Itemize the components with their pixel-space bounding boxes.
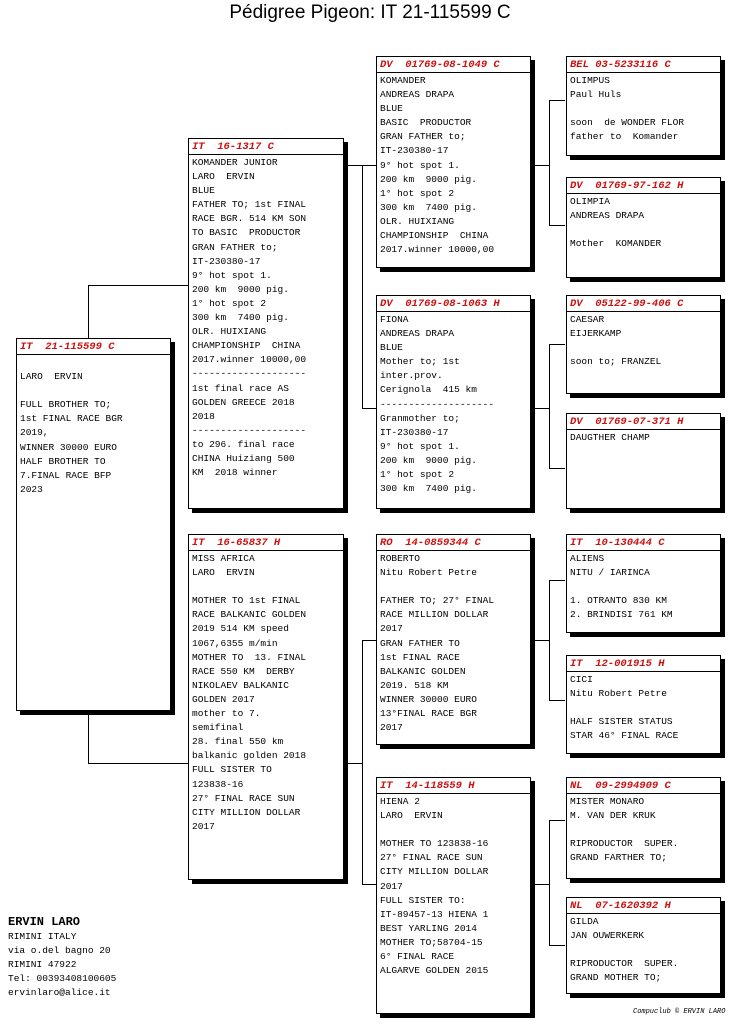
ring-number: BEL 03-5233116 C (570, 59, 671, 71)
divider (189, 550, 343, 551)
subject-box[interactable] (16, 338, 171, 711)
connector-line (88, 285, 89, 340)
great-grandparent-box[interactable] (566, 777, 721, 879)
connector-line (88, 713, 89, 763)
ring-number: NL 07-1620392 H (570, 900, 671, 912)
breeder-street: via o.del bagno 20 (8, 945, 111, 956)
great-grandparent-box[interactable] (566, 655, 721, 754)
pigeon-details: OLIMPUS Paul Huls soon de WONDER FLOR father to Komander (570, 75, 685, 143)
paternal-grandfather-box[interactable] (376, 56, 531, 268)
ring-number: IT 21-115599 C (20, 341, 115, 353)
connector-line (549, 945, 565, 946)
great-grandparent-box[interactable] (566, 295, 721, 394)
ring-number: IT 16-1317 C (192, 141, 274, 153)
divider (567, 913, 720, 914)
connector-line (362, 640, 376, 641)
pigeon-details: CICI Nitu Robert Petre HALF SISTER STATUS STAR 46° FINAL RACE (570, 674, 679, 742)
divider (567, 550, 720, 551)
connector-line (549, 700, 565, 701)
ring-number: RO 14-0859344 C (380, 537, 481, 549)
connector-line (88, 763, 188, 764)
pigeon-details: FIONA ANDREAS DRAPA BLUE Mother to; 1st inter.prov. Cerignola 415 km -------------------- Granmother to; IT-230380-17 9° hot spot 1. 200 km 9000 pig. 1° hot spot 2 300 km 7400 pig. (380, 314, 495, 495)
connector-line (362, 165, 363, 409)
pigeon-details: MISTER MONARO M. VAN DER KRUK RIPRODUCTOR SUPER. GRAND FARTHER TO; (570, 796, 679, 864)
connector-line (549, 820, 565, 821)
connector-line (362, 640, 363, 884)
connector-line (549, 100, 550, 226)
breeder-email[interactable]: ervinlaro@alice.it (8, 987, 111, 998)
breeder-info (8, 914, 116, 1000)
breeder-phone: Tel: 00393408100605 (8, 973, 117, 984)
pigeon-details: MISS AFRICA LARO ERVIN MOTHER TO 1st FINAL RACE BALKANIC GOLDEN 2019 514 KM speed 1067,6355 m/min MOTHER TO 13. FINAL RACE 550 KM DERBY NIKOLAEV BALKANIC GOLDEN 2017 mother to 7. semifinal 28. final 550 km balkanic golden 2018 FULL SISTER TO 123838-16 27° FINAL RACE SUN CITY MILLION DOLLAR 2017 (192, 553, 307, 832)
divider (567, 193, 720, 194)
connector-line (533, 884, 549, 885)
pigeon-details: KOMANDER JUNIOR LARO ERVIN BLUE FATHER TO; 1st FINAL RACE BGR. 514 KM SON TO BASIC PRODUCTOR GRAN FATHER to; IT-230380-17 9° hot spot 1. 200 km 9000 pig. 1° hot spot 2 300 km 7400 pig. OLR. HUIXIANG CHAMPIONSHIP CHINA 2017.winner 10000,00 -------------------- 1st final race AS GOLDEN GREECE 2018 2018 -------------------- to 296. final race CHINA Huiziang 500 KM 2018 winner (192, 157, 307, 479)
pigeon-details: HIENA 2 LARO ERVIN MOTHER TO 123838-16 27° FINAL RACE SUN CITY MILLION DOLLAR 2017 FULL SISTER TO: IT-89457-13 HIENA 1 BEST YARLING 2014 MOTHER TO;58704-15 6° FINAL RACE ALGARVE GOLDEN 2015 (380, 796, 489, 977)
divider (377, 793, 530, 794)
divider (567, 793, 720, 794)
pigeon-details: ROBERTO Nitu Robert Petre FATHER TO; 27° FINAL RACE MILLION DOLLAR 2017 GRAN FATHER TO 1st FINAL RACE BALKANIC GOLDEN 2019. 518 KM WINNER 30000 EURO 13°FINAL RACE BGR 2017 (380, 553, 495, 734)
pigeon-details: CAESAR EIJERKAMP soon to; FRANZEL (570, 314, 662, 368)
pigeon-details: LARO ERVIN FULL BROTHER TO; 1st FINAL RACE BGR 2019, WINNER 30000 EURO HALF BROTHER TO 7.FINAL RACE BFP 2023 (20, 371, 123, 495)
connector-line (549, 344, 550, 469)
ring-number: NL 09-2994909 C (570, 780, 671, 792)
ring-number: DV 05122-99-406 C (570, 298, 684, 310)
divider (377, 72, 530, 73)
breeder-city: RIMINI ITALY (8, 931, 77, 942)
divider (377, 550, 530, 551)
connector-line (533, 165, 549, 166)
connector-line (533, 640, 549, 641)
connector-line (362, 884, 376, 885)
ring-number: DV 01769-08-1063 H (380, 298, 500, 310)
paternal-grandmother-box[interactable] (376, 295, 531, 509)
pigeon-details: GILDA JAN OUWERKERK RIPRODUCTOR SUPER. GRAND MOTHER TO; (570, 916, 679, 984)
great-grandparent-box[interactable] (566, 534, 721, 633)
divider (377, 311, 530, 312)
connector-line (346, 165, 362, 166)
connector-line (88, 285, 188, 286)
mother-box[interactable] (188, 534, 344, 880)
connector-line (549, 344, 565, 345)
connector-line (549, 580, 565, 581)
divider (567, 311, 720, 312)
connector-line (549, 468, 565, 469)
ring-number: DV 01769-08-1049 C (380, 59, 500, 71)
divider (567, 429, 720, 430)
pigeon-details: OLIMPIA ANDREAS DRAPA Mother KOMANDER (570, 196, 662, 250)
pigeon-details: KOMANDER ANDREAS DRAPA BLUE BASIC PRODUCTOR GRAN FATHER to; IT-230380-17 9° hot spot 1. 200 km 9000 pig. 1° hot spot 2 300 km 7400 pig. OLR. HUIXIANG CHAMPIONSHIP CHINA 2017.winner 10000,00 (380, 75, 495, 256)
ring-number: IT 16-65837 H (192, 537, 281, 549)
connector-line (549, 580, 550, 701)
software-credit: Compuclub © ERVIN LARO (633, 1008, 726, 1016)
maternal-grandfather-box[interactable] (376, 534, 531, 745)
breeder-name: ERVIN LARO (8, 915, 81, 929)
ring-number: DV 01769-07-371 H (570, 416, 684, 428)
great-grandparent-box[interactable] (566, 413, 721, 509)
page-title: Pédigree Pigeon: IT 21-115599 C (229, 2, 511, 23)
divider (567, 72, 720, 73)
divider (189, 154, 343, 155)
connector-line (346, 763, 362, 764)
connector-line (362, 165, 376, 166)
great-grandparent-box[interactable] (566, 56, 721, 156)
great-grandparent-box[interactable] (566, 897, 721, 994)
ring-number: IT 10-130444 C (570, 537, 665, 549)
connector-line (549, 820, 550, 946)
divider (567, 671, 720, 672)
connector-line (549, 225, 565, 226)
breeder-zip: RIMINI 47922 (8, 959, 77, 970)
ring-number: IT 14-118559 H (380, 780, 475, 792)
connector-line (533, 408, 549, 409)
maternal-grandmother-box[interactable] (376, 777, 531, 1014)
ring-number: DV 01769-97-162 H (570, 180, 684, 192)
divider (17, 354, 170, 355)
pigeon-details: DAUGTHER CHAMP (570, 432, 650, 443)
connector-line (362, 408, 376, 409)
pigeon-details: ALIENS NITU / IARINCA 1. OTRANTO 830 KM 2. BRINDISI 761 KM (570, 553, 673, 621)
connector-line (549, 100, 565, 101)
ring-number: IT 12-001915 H (570, 658, 665, 670)
great-grandparent-box[interactable] (566, 177, 721, 278)
father-box[interactable] (188, 138, 344, 509)
